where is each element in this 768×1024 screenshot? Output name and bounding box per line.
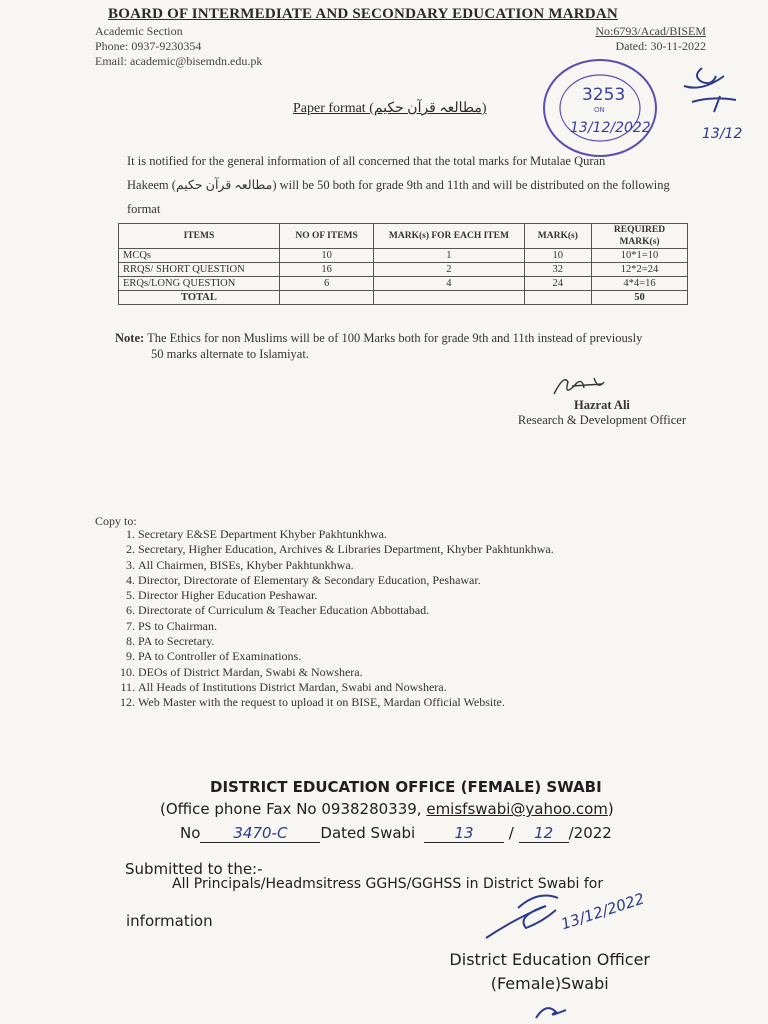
list-item: 7. PS to Chairman. (138, 619, 554, 634)
deo-day: 13 (424, 824, 504, 843)
note-line: 50 marks alternate to Islamiyat. (151, 347, 309, 361)
board-title: BOARD OF INTERMEDIATE AND SECONDARY EDUCATION MARDAN (108, 6, 618, 22)
cell-item: RRQS/ SHORT QUESTION (119, 263, 280, 277)
list-item: 2. Secretary, Higher Education, Archives & Libraries Department, Khyber Pakhtunkhwa. (138, 542, 554, 557)
total-empty-cell (524, 291, 591, 305)
list-item: 3. All Chairmen, BISEs, Khyber Pakhtunkhwa. (138, 558, 554, 573)
cell-count: 10 (279, 249, 373, 263)
email-address: Email: academic@bisemdn.edu.pk (95, 54, 263, 68)
deo-contact-line (160, 800, 614, 818)
stamp-label: ON (594, 106, 605, 114)
handwritten-initials (672, 56, 762, 146)
cell-item: ERQs/LONG QUESTION (119, 277, 280, 291)
section-name: Academic Section (95, 24, 183, 38)
deo-year: /2022 (568, 824, 612, 842)
cell-item: MCQs (119, 249, 280, 263)
note-block (115, 330, 695, 362)
received-stamp (538, 50, 678, 160)
deo-email: emisfswabi@yahoo.com (426, 800, 608, 818)
cell-required: 10*1=10 (592, 249, 688, 263)
notification-body (127, 149, 692, 221)
cell-each: 4 (374, 277, 524, 291)
deo-signature (478, 878, 678, 950)
body-line: Hakeem (مطالعہ قرآن حکیم) will be 50 both for grade 9th and 11th and will be distributed on the following (127, 178, 670, 192)
list-item: 11. All Heads of Institutions District Mardan, Swabi and Nowshera. (138, 680, 554, 695)
list-item: 6. Directorate of Curriculum & Teacher Education Abbottabad. (138, 603, 554, 618)
marks-distribution-table (118, 223, 688, 305)
deo-officer-office: (Female)Swabi (490, 974, 609, 993)
signatory-name: Hazrat Ali (574, 398, 630, 412)
cell-each: 2 (374, 263, 524, 277)
note-line: The Ethics for non Muslims will be of 100 Marks both for grade 9th and 11th instead of previously (147, 331, 643, 345)
signatory-block (518, 398, 686, 428)
deo-no-label: No (180, 824, 201, 842)
initial-date: 13/12 (702, 126, 743, 142)
header-no-of-items: NO OF ITEMS (279, 224, 373, 249)
deo-reference-line: No 3470-C Dated Swabi 13 / 12 /2022 (180, 824, 612, 842)
copy-to-label: Copy to: (95, 514, 137, 528)
cell-marks: 24 (524, 277, 591, 291)
stamp-date: 13/12/2022 (570, 120, 651, 136)
table-row (119, 277, 688, 291)
list-item: 8. PA to Secretary. (138, 634, 554, 649)
deo-month: 12 (519, 824, 569, 843)
cell-marks: 10 (524, 249, 591, 263)
header-items: ITEMS (119, 224, 280, 249)
paper-format-title: Paper format (مطالعہ قرآن حکیم) (293, 101, 487, 116)
table-header-row (119, 224, 688, 249)
cell-count: 16 (279, 263, 373, 277)
cell-required: 4*4=16 (592, 277, 688, 291)
phone-number: Phone: 0937-9230354 (95, 39, 202, 53)
deo-dated-label: Dated Swabi (320, 824, 416, 842)
signature-hazrat-ali (548, 372, 618, 400)
signatory-designation: Research & Development Officer (517, 413, 686, 427)
deo-recipients: All Principals/Headmsitress GGHS/GGHSS in District Swabi for (172, 876, 604, 892)
body-line: It is notified for the general information of all concerned that the total marks for Mutalae Quran (127, 154, 606, 168)
board-contact (95, 24, 262, 69)
list-item: 10. DEOs of District Mardan, Swabi & Nowshera. (138, 665, 554, 680)
total-value: 50 (592, 291, 688, 305)
cell-marks: 32 (524, 263, 591, 277)
header-required-marks: REQUIRED MARK(s) (592, 224, 688, 249)
deo-no-value: 3470-C (200, 824, 320, 843)
total-empty-cell (279, 291, 373, 305)
total-empty-cell (374, 291, 524, 305)
reference-number: No:6793/Acad/BISEM (595, 24, 706, 38)
deo-phone: (Office phone Fax No 0938280339, (160, 800, 427, 818)
bottom-ink-mark (530, 1002, 570, 1022)
list-item: 9. PA to Controller of Examinations. (138, 649, 554, 664)
deo-office-title: DISTRICT EDUCATION OFFICE (FEMALE) SWABI (210, 778, 602, 796)
list-item: 4. Director, Directorate of Elementary & Secondary Education, Peshawar. (138, 573, 554, 588)
deo-officer-title: District Education Officer (449, 950, 650, 969)
table-row (119, 249, 688, 263)
letter-date: Dated: 30-11-2022 (615, 39, 706, 53)
cell-count: 6 (279, 277, 373, 291)
total-label: TOTAL (119, 291, 280, 305)
deo-phone-close: ) (607, 800, 614, 818)
deo-information: information (126, 912, 213, 930)
stamp-number: 3253 (582, 85, 626, 105)
header-marks: MARK(s) (524, 224, 591, 249)
table-total-row (119, 291, 688, 305)
cell-each: 1 (374, 249, 524, 263)
copy-to-list (108, 527, 554, 711)
deo-sign-date: 13/12/2022 (558, 889, 647, 934)
cell-required: 12*2=24 (592, 263, 688, 277)
list-item: 12. Web Master with the request to upload it on BISE, Mardan Official Website. (138, 695, 554, 710)
deo-officer-block (449, 948, 650, 996)
table-row (119, 263, 688, 277)
note-label: Note: (115, 331, 145, 345)
deo-submitted: Submitted to the:- (125, 860, 263, 878)
list-item: 1. Secretary E&SE Department Khyber Pakhtunkhwa. (138, 527, 554, 542)
header-marks-each: MARK(s) FOR EACH ITEM (374, 224, 524, 249)
body-line: format (127, 202, 161, 216)
list-item: 5. Director Higher Education Peshawar. (138, 588, 554, 603)
